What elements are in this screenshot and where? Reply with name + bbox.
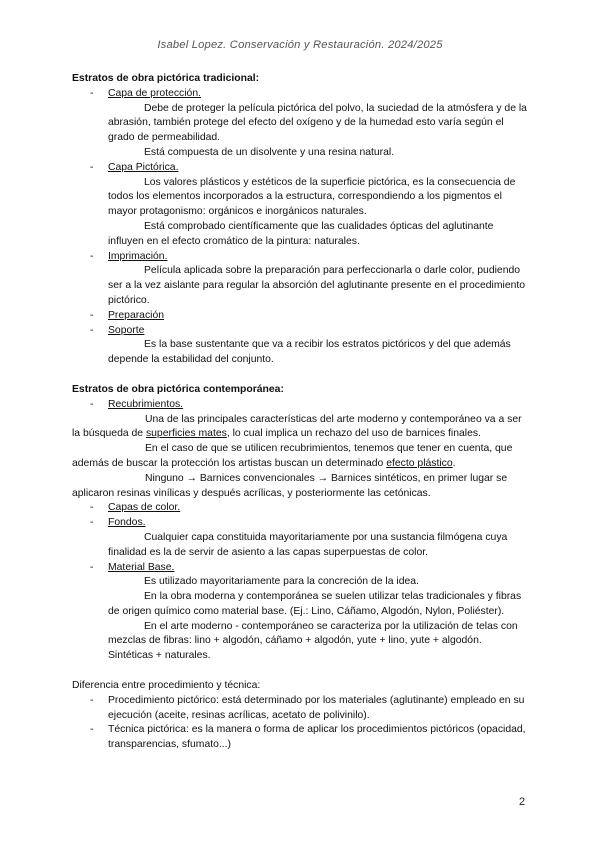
item-label: Material Base. bbox=[108, 561, 175, 573]
list-item-proteccion bbox=[72, 87, 529, 102]
heading-procedure-vs-technique: Diferencia entre procedimiento y técnica: bbox=[72, 680, 261, 692]
list-item-fondos bbox=[72, 516, 529, 531]
paragraph: Es utilizado mayoritariamente para la concreción de la idea. bbox=[144, 576, 419, 588]
paragraph: Está comprobado científicamente que las cualidades ópticas del aglutinante influyen en el efecto cromático de la pintura: naturales. bbox=[108, 220, 494, 247]
list-dash: - bbox=[90, 561, 94, 573]
list-dash: - bbox=[90, 694, 94, 706]
item-label: Soporte bbox=[108, 324, 145, 336]
item-label: Imprimación. bbox=[108, 250, 168, 262]
list-item-material-base bbox=[72, 561, 529, 576]
item-text: Técnica pictórica: es la manera o forma de aplicar los procedimientos pictóricos (opacidad, transparencias, sfumato...) bbox=[108, 724, 526, 751]
heading-contemporary-strata: Estratos de obra pictórica contemporánea: bbox=[72, 383, 284, 395]
underlined-term: efecto plástico bbox=[386, 457, 453, 469]
page-number: 2 bbox=[519, 796, 526, 808]
heading-traditional-strata: Estratos de obra pictórica tradicional: bbox=[72, 73, 260, 84]
list-item-capas-color bbox=[72, 501, 529, 516]
paragraph: Película aplicada sobre la preparación para perfeccionarla o darle color, pudiendo ser a la vez aislante para regular la absorción del aglutinante presente en el procedimiento pictórico. bbox=[108, 265, 526, 306]
list-item-imprimacion bbox=[72, 250, 529, 265]
list-dash: - bbox=[90, 724, 94, 736]
list-dash: - bbox=[90, 398, 94, 410]
text-run: . bbox=[452, 457, 456, 469]
paragraph: Está compuesta de un disolvente y una resina natural. bbox=[144, 146, 395, 158]
paragraph bbox=[72, 442, 529, 472]
list-dash: - bbox=[90, 517, 94, 529]
list-dash: - bbox=[90, 309, 94, 321]
item-label: Fondos. bbox=[108, 517, 146, 529]
list-item-capa-pictorica bbox=[72, 161, 529, 176]
list-item-soporte bbox=[72, 324, 529, 339]
paragraph: Es la base sustentante que va a recibir los estratos pictóricos y del que además depende la estabilidad del conjunto. bbox=[108, 339, 511, 366]
document-body bbox=[72, 72, 529, 753]
text-run: Una de las principales características del arte moderno y contemporáneo va a ser la búsqueda de bbox=[72, 413, 522, 440]
list-item-recubrimientos bbox=[72, 398, 529, 413]
item-label: Preparación bbox=[108, 309, 165, 321]
item-label: Recubrimientos. bbox=[108, 398, 184, 410]
item-label: Capa Pictórica. bbox=[108, 161, 179, 173]
item-label: Capas de color. bbox=[108, 502, 181, 514]
list-item-tecnica bbox=[72, 723, 529, 753]
item-text: Procedimiento pictórico: está determinado por los materiales (aglutinante) empleado en su ejecución (aceite, resinas acrílicas, acetato de polivinilo). bbox=[108, 694, 525, 721]
text-run: En el caso de que se utilicen recubrimientos, tenemos que tener en cuenta, que además de buscar la protección los artistas buscan un determinado bbox=[72, 443, 513, 469]
paragraph bbox=[72, 413, 529, 443]
list-dash: - bbox=[90, 161, 94, 173]
paragraph: Cualquier capa constituida mayoritariamente por una sustancia filmógena cuya finalidad es la de servir de asiento a las capas superpuestas de color. bbox=[108, 531, 508, 558]
paragraph: En el arte moderno - contemporáneo se caracteriza por la utilización de telas con mezclas de fibras: lino + algodón, cáñamo + algodón, yute + lino, yute + algodón. Sintéticas + naturales. bbox=[108, 620, 518, 662]
paragraph: En la obra moderna y contemporánea se suelen utilizar telas tradicionales y fibras de origen químico como material base. (Ej.: Lino, Cáñamo, Algodón, Nylon, Poliéster). bbox=[108, 591, 522, 617]
list-dash: - bbox=[90, 502, 94, 514]
list-item-preparacion bbox=[72, 309, 529, 324]
paragraph: Ninguno → Barnices convencionales → Barnices sintéticos, en primer lugar se aplicaron resinas vinílicas y después acrílicas, y posteriormente las cetónicas. bbox=[72, 472, 508, 499]
list-dash: - bbox=[90, 324, 94, 336]
page-header: Isabel Lopez. Conservación y Restauración. 2024/2025 bbox=[157, 39, 443, 51]
paragraph: Los valores plásticos y estéticos de la superficie pictórica, es la consecuencia de todos los elementos incorporados a la estructura, correspondiendo a los pigmentos el mayor protagonismo: orgánicos e inorgánicos naturales. bbox=[108, 176, 516, 218]
list-item-procedimiento bbox=[72, 694, 529, 724]
list-dash: - bbox=[90, 87, 94, 99]
item-label: Capa de protección. bbox=[108, 87, 201, 99]
underlined-term: superficies mates bbox=[145, 428, 227, 440]
paragraph: Debe de proteger la película pictórica del polvo, la suciedad de la atmósfera y de la abrasión, también protege del efecto del oxígeno y de la humedad esto varía según el grado de permeabilidad. bbox=[108, 102, 527, 144]
text-run: , lo cual implica un rechazo del uso de barnices finales. bbox=[226, 428, 481, 440]
list-dash: - bbox=[90, 250, 94, 262]
